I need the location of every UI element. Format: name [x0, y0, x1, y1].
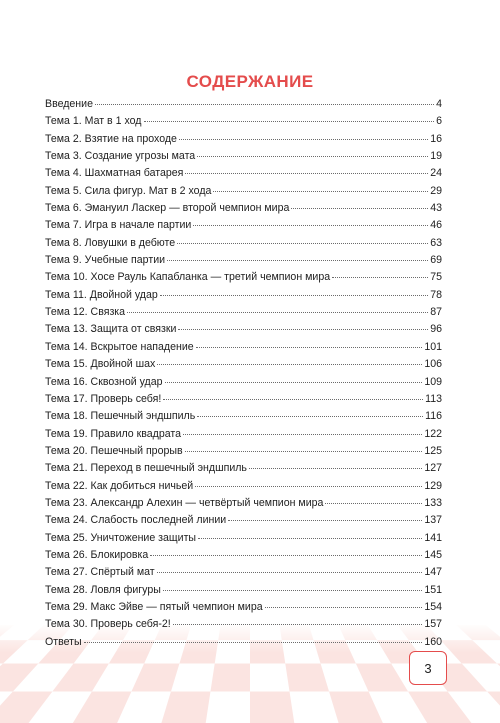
toc-entry	[45, 428, 442, 445]
toc-dot-leader	[177, 243, 428, 244]
toc-entry-title: Тема 24. Слабость последней линии	[45, 514, 227, 527]
toc-dot-leader	[173, 624, 423, 625]
page-number: 3	[409, 651, 447, 685]
toc-entry-page: 16	[430, 132, 442, 145]
toc-dot-leader	[197, 156, 428, 157]
toc-dot-leader	[127, 312, 428, 313]
toc-entry	[45, 150, 442, 167]
toc-entry-title: Тема 28. Ловля фигуры	[45, 583, 161, 596]
toc-entry-title: Тема 13. Защита от связки	[45, 323, 177, 336]
toc-dot-leader	[196, 347, 423, 348]
toc-entry	[45, 115, 442, 132]
toc-entry	[45, 98, 442, 115]
toc-entry	[45, 601, 442, 618]
toc-entry-page: 122	[424, 427, 442, 440]
toc-entry	[45, 410, 442, 427]
toc-entry-title: Тема 10. Хосе Рауль Капабланка — третий чемпион мира	[45, 271, 331, 284]
checker-square	[408, 691, 471, 723]
toc-entry-page: 141	[424, 531, 442, 544]
toc-entry-page: 43	[430, 202, 442, 215]
toc-dot-leader	[84, 642, 423, 643]
toc-dot-leader	[179, 139, 428, 140]
toc-entry	[45, 532, 442, 549]
toc-entry-title: Тема 26. Блокировка	[45, 548, 149, 561]
toc-entry-page: 151	[424, 583, 442, 596]
toc-entry-title: Тема 11. Двойной удар	[45, 288, 158, 301]
checker-square	[356, 663, 408, 691]
toc-entry-page: 106	[424, 358, 442, 371]
toc-entry-title: Тема 25. Уничтожение защиты	[45, 531, 197, 544]
toc-dot-leader	[144, 121, 435, 122]
toc-dot-leader	[163, 399, 423, 400]
toc-entry-title: Тема 16. Сквозной удар	[45, 375, 163, 388]
checker-square	[0, 691, 52, 723]
toc-entry-page: 147	[424, 566, 442, 579]
toc-entry-title: Тема 7. Игра в начале партии	[45, 219, 192, 232]
toc-entry	[45, 566, 442, 583]
toc-entry-page: 116	[425, 410, 442, 423]
toc-entry-title: Тема 8. Ловушки в дебюте	[45, 236, 176, 249]
checker-square	[329, 691, 383, 723]
toc-entry-page: 133	[424, 496, 442, 509]
toc-dot-leader	[157, 572, 423, 573]
toc-entry-page: 4	[436, 98, 442, 110]
toc-entry-title: Тема 20. Пешечный прорыв	[45, 444, 183, 457]
toc-entry-title: Тема 22. Как добиться ничьей	[45, 479, 194, 492]
toc-dot-leader	[228, 520, 422, 521]
toc-entry-title: Тема 18. Пешечный эндшпиль	[45, 410, 196, 423]
toc-dot-leader	[332, 277, 428, 278]
toc-dot-leader	[160, 295, 428, 296]
toc-entry	[45, 514, 442, 531]
toc-entry	[45, 323, 442, 340]
toc-entry-page: 69	[430, 254, 442, 267]
toc-entry-title: Тема 3. Создание угрозы мата	[45, 150, 196, 163]
toc-dot-leader	[167, 260, 428, 261]
toc-entry-page: 78	[430, 288, 442, 301]
toc-dot-leader	[178, 329, 428, 330]
table-of-contents	[45, 98, 442, 653]
toc-entry-title: Тема 17. Проверь себя!	[45, 392, 162, 405]
toc-entry-page: 75	[430, 271, 442, 284]
checker-square	[0, 663, 38, 691]
checker-square	[161, 691, 210, 723]
toc-entry-page: 96	[430, 323, 442, 336]
toc-dot-leader	[157, 364, 422, 365]
toc-dot-leader	[95, 104, 434, 105]
toc-dot-leader	[198, 538, 422, 539]
toc-entry-title: Тема 19. Правило квадрата	[45, 427, 182, 440]
toc-entry-page: 137	[424, 514, 442, 527]
page-title: СОДЕРЖАНИЕ	[186, 72, 314, 91]
toc-dot-leader	[195, 486, 422, 487]
checker-square	[131, 663, 179, 691]
toc-entry	[45, 358, 442, 375]
toc-entry-title: Тема 2. Взятие на проходе	[45, 132, 177, 145]
toc-entry	[45, 185, 442, 202]
checker-square	[285, 663, 329, 691]
toc-entry	[45, 254, 442, 271]
toc-entry-title: Тема 6. Эмануил Ласкер — второй чемпион мира	[45, 202, 290, 215]
toc-entry-title: Тема 23. Александр Алехин — четвёртый чемпион мира	[45, 496, 324, 509]
toc-entry	[45, 393, 442, 410]
toc-entry-page: 113	[425, 392, 442, 405]
toc-entry-title: Тема 5. Сила фигур. Мат в 2 хода	[45, 184, 212, 197]
toc-entry-title: Тема 27. Спёртый мат	[45, 566, 155, 579]
toc-entry	[45, 497, 442, 514]
checker-square	[487, 691, 500, 723]
toc-dot-leader	[163, 590, 422, 591]
toc-entry	[45, 167, 442, 184]
toc-entry-page: 127	[424, 462, 442, 475]
toc-entry-title: Тема 9. Учебные партии	[45, 254, 166, 267]
toc-entry	[45, 462, 442, 479]
toc-dot-leader	[165, 382, 423, 383]
toc-entry-title: Тема 15. Двойной шах	[45, 358, 156, 371]
toc-dot-leader	[249, 468, 422, 469]
toc-entry	[45, 237, 442, 254]
toc-dot-leader	[291, 208, 428, 209]
toc-entry	[45, 271, 442, 288]
toc-entry-page: 160	[424, 635, 442, 648]
toc-entry-page: 101	[424, 340, 442, 353]
toc-dot-leader	[197, 416, 423, 417]
toc-entry-page: 19	[430, 150, 442, 163]
toc-entry-page: 109	[424, 375, 442, 388]
toc-entry	[45, 202, 442, 219]
toc-entry	[45, 549, 442, 566]
toc-entry-page: 87	[430, 306, 442, 319]
toc-dot-leader	[183, 434, 422, 435]
toc-entry-page: 145	[424, 548, 442, 561]
toc-entry	[45, 306, 442, 323]
checker-square	[250, 691, 294, 723]
toc-entry	[45, 376, 442, 393]
toc-entry	[45, 341, 442, 358]
toc-entry-title: Тема 14. Вскрытое нападение	[45, 340, 194, 353]
toc-entry-page: 63	[430, 236, 442, 249]
toc-entry-title: Тема 4. Шахматная батарея	[45, 167, 184, 180]
toc-entry-page: 157	[424, 618, 442, 631]
toc-entry-page: 154	[424, 600, 442, 613]
toc-dot-leader	[185, 173, 428, 174]
toc-entry-title: Тема 30. Проверь себя-2!	[45, 618, 171, 631]
toc-entry-title: Тема 1. Мат в 1 ход	[45, 115, 142, 128]
toc-entry-page: 6	[436, 115, 442, 128]
toc-entry-page: 29	[430, 184, 442, 197]
toc-entry	[45, 480, 442, 497]
toc-entry	[45, 133, 442, 150]
toc-entry	[45, 445, 442, 462]
toc-dot-leader	[265, 607, 423, 608]
toc-entry	[45, 584, 442, 601]
checker-square	[52, 663, 108, 691]
toc-entry-title: Тема 29. Макс Эйве — пятый чемпион мира	[45, 600, 263, 613]
toc-entry	[45, 618, 442, 635]
toc-entry-title: Тема 12. Связка	[45, 306, 126, 319]
toc-dot-leader	[150, 555, 422, 556]
checker-square	[210, 663, 250, 691]
checker-square	[73, 691, 132, 723]
toc-entry-page: 46	[430, 219, 442, 232]
toc-entry-page: 125	[424, 444, 442, 457]
toc-entry-title: Введение	[45, 98, 93, 110]
toc-entry-page: 24	[430, 167, 442, 180]
toc-dot-leader	[325, 503, 422, 504]
toc-entry-page: 129	[424, 479, 442, 492]
toc-entry	[45, 636, 442, 653]
toc-entry-title: Тема 21. Переход в пешечный эндшпиль	[45, 462, 247, 475]
toc-entry-title: Ответы	[45, 635, 82, 648]
toc-dot-leader	[213, 191, 428, 192]
toc-dot-leader	[185, 451, 423, 452]
toc-entry	[45, 219, 442, 236]
toc-entry	[45, 289, 442, 306]
toc-dot-leader	[193, 225, 428, 226]
